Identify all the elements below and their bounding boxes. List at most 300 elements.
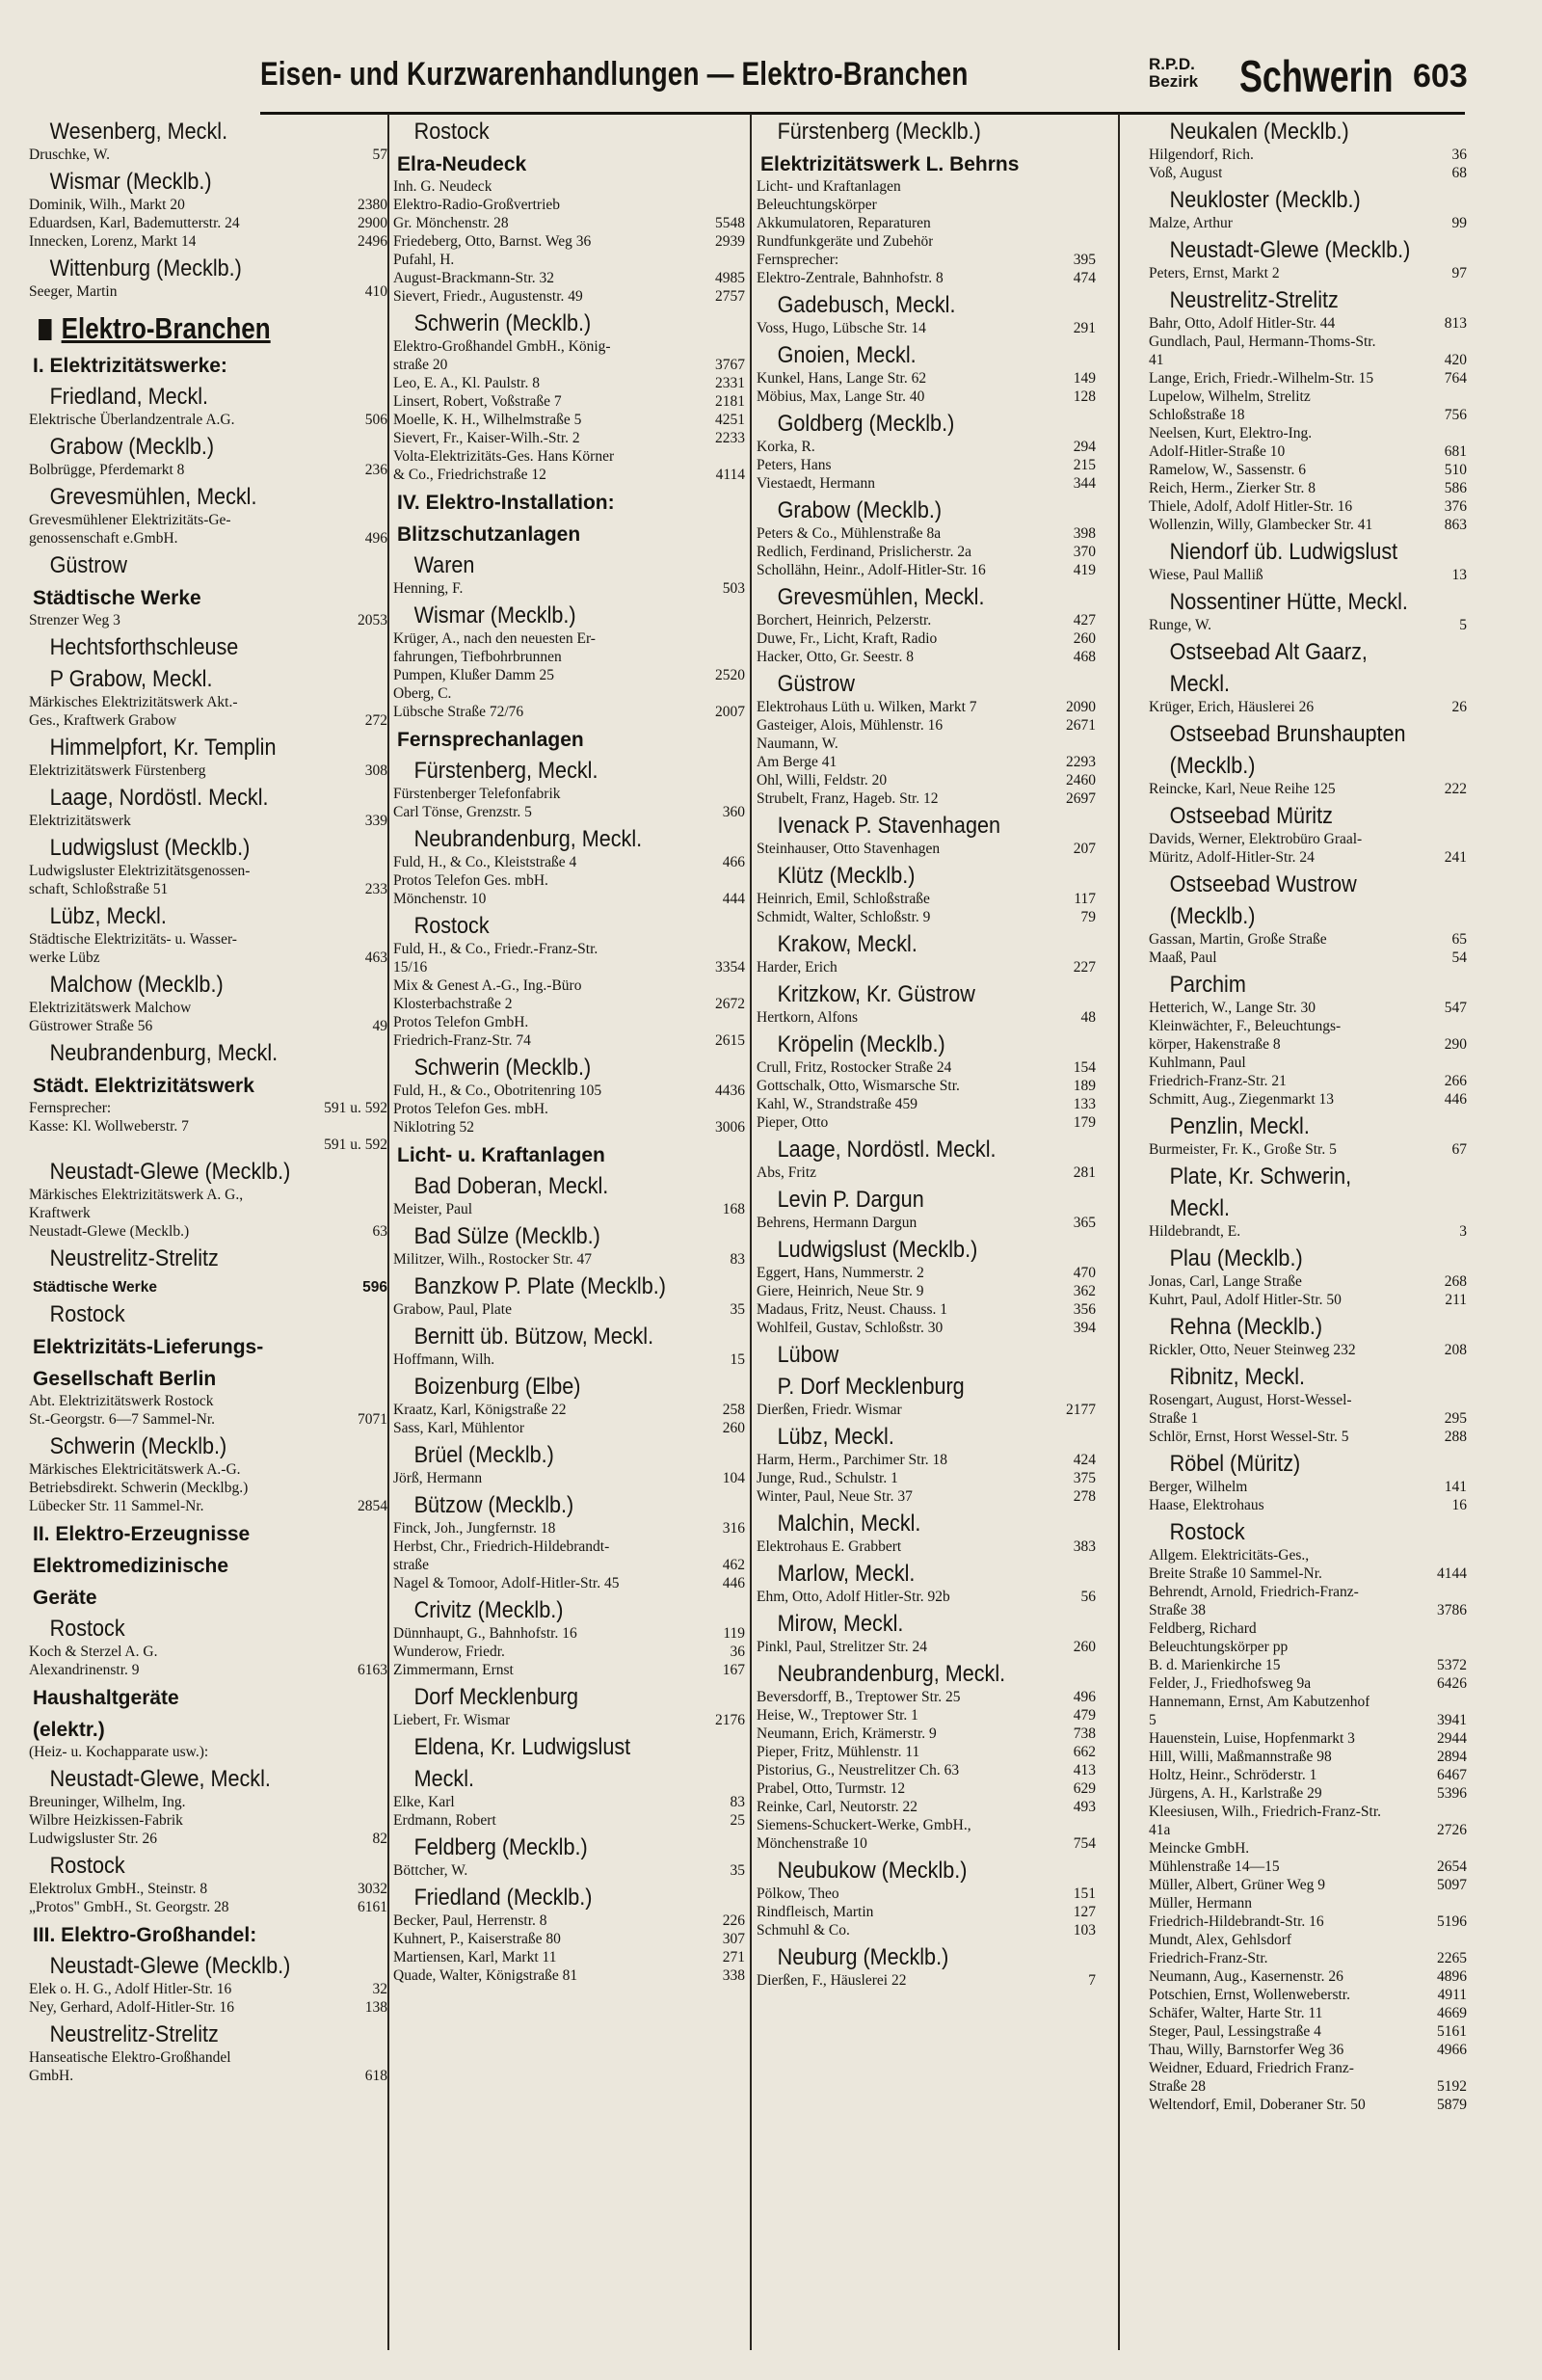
place-heading: Friedland (Mecklb.) xyxy=(413,1885,593,1911)
listing-entry xyxy=(757,1058,1096,1077)
listing-entry xyxy=(1149,930,1467,949)
entry-name: Martiensen, Karl, Markt 11 xyxy=(393,1949,557,1966)
section-heading: Elra-Neudeck xyxy=(397,153,527,175)
place-heading: Gnoien, Meckl. xyxy=(777,342,917,368)
entry-name: 15/16 xyxy=(393,959,428,976)
place-heading: Grabow (Mecklb.) xyxy=(777,497,943,523)
place-heading: Malchow (Mecklb.) xyxy=(49,972,224,998)
entry-name: Innecken, Lorenz, Markt 14 xyxy=(29,233,197,250)
entry-phone: 470 xyxy=(1073,1265,1096,1281)
entry-phone: 413 xyxy=(1073,1762,1096,1778)
entry-phone: 462 xyxy=(722,1557,745,1573)
entry-name: Straße 38 xyxy=(1149,1602,1206,1618)
listing-entry xyxy=(29,930,387,949)
place-heading: Neubukow (Mecklb.) xyxy=(777,1858,968,1884)
listing-entry xyxy=(1149,1272,1467,1291)
entry-name: Fernsprecher: xyxy=(757,252,839,268)
entry-phone: 2939 xyxy=(715,233,745,250)
entry-phone: 15 xyxy=(730,1351,745,1368)
listing-entry xyxy=(393,1200,745,1218)
entry-phone: 496 xyxy=(1073,1689,1096,1705)
entry-phone: 65 xyxy=(1451,931,1467,948)
entry-name: Licht- und Kraftanlagen xyxy=(757,178,901,195)
entry-name: Böttcher, W. xyxy=(393,1862,468,1879)
entry-name: Nagel & Tomoor, Adolf-Hitler-Str. 45 xyxy=(393,1575,620,1591)
listing-entry xyxy=(1149,1858,1467,1876)
listing-entry xyxy=(1149,479,1467,497)
listing-entry xyxy=(29,2067,387,2085)
entry-name: GmbH. xyxy=(29,2068,74,2084)
entry-name: Hilgendorf, Rich. xyxy=(1149,147,1254,163)
entry-phone: 103 xyxy=(1073,1922,1096,1939)
entry-name: Berger, Wilhelm xyxy=(1149,1479,1248,1495)
listing-entry xyxy=(393,196,745,214)
entry-phone: 57 xyxy=(372,147,387,163)
entry-phone: 7 xyxy=(1088,1972,1096,1989)
entry-phone: 496 xyxy=(364,530,387,547)
entry-name: Runge, W. xyxy=(1149,617,1212,633)
entry-phone: 3354 xyxy=(715,959,745,976)
place-heading: Laage, Nordöstl. Meckl. xyxy=(49,785,269,811)
entry-name: Kraatz, Karl, Königstraße 22 xyxy=(393,1402,567,1418)
entry-phone: 167 xyxy=(722,1662,745,1678)
listing-entry xyxy=(1149,1674,1467,1693)
entry-phone: 222 xyxy=(1444,781,1467,797)
listing-entry xyxy=(29,949,387,967)
listing-entry xyxy=(393,1013,745,1031)
listing-entry xyxy=(1149,214,1467,232)
listing-entry xyxy=(1149,1619,1467,1638)
entry-name: Lübecker Str. 11 Sammel-Nr. xyxy=(29,1498,204,1514)
listing-entry xyxy=(393,1930,745,1948)
listing-entry xyxy=(757,1706,1096,1725)
entry-phone: 149 xyxy=(1073,370,1096,387)
entry-name: Jörß, Hermann xyxy=(393,1470,483,1486)
entry-name: B. d. Marienkirche 15 xyxy=(1149,1657,1281,1673)
entry-name: Fürstenberger Telefonfabrik xyxy=(393,786,561,802)
place-heading: Schwerin (Mecklb.) xyxy=(413,310,592,336)
entry-phone: 662 xyxy=(1073,1744,1096,1760)
entry-name: Militzer, Wilh., Rostocker Str. 47 xyxy=(393,1251,592,1268)
listing-entry xyxy=(29,999,387,1017)
section-heading: I. Elektrizitätswerke: xyxy=(33,355,227,377)
entry-name: Hildebrandt, E. xyxy=(1149,1223,1241,1240)
entry-phone: 2380 xyxy=(358,197,387,213)
entry-phone: 2496 xyxy=(358,233,387,250)
listing-entry xyxy=(393,853,745,871)
place-heading: P Grabow, Meckl. xyxy=(49,666,213,692)
entry-phone: 424 xyxy=(1073,1452,1096,1468)
entry-phone: 586 xyxy=(1444,480,1467,496)
entry-phone: 398 xyxy=(1073,525,1096,542)
entry-name: Wohlfeil, Gustav, Schloßstr. 30 xyxy=(757,1320,944,1336)
listing-entry xyxy=(757,1214,1096,1232)
entry-name: Malze, Arthur xyxy=(1149,215,1233,231)
listing-entry xyxy=(393,890,745,908)
section-heading: Geräte xyxy=(33,1587,97,1609)
entry-phone: 2177 xyxy=(1066,1402,1096,1418)
entry-phone: 468 xyxy=(1073,649,1096,665)
entry-phone: 288 xyxy=(1444,1429,1467,1445)
listing-entry xyxy=(1149,1391,1467,1409)
entry-phone: 278 xyxy=(1073,1488,1096,1505)
entry-name: Beleuchtungskörper xyxy=(757,197,877,213)
entry-name: Reinke, Carl, Neutorstr. 22 xyxy=(757,1799,918,1815)
entry-phone: 395 xyxy=(1073,252,1096,268)
place-heading: Malchin, Meckl. xyxy=(777,1511,921,1537)
listing-entry xyxy=(1149,2022,1467,2041)
listing-entry xyxy=(1149,497,1467,516)
listing-entry xyxy=(393,1469,745,1487)
section-heading: Städt. Elektrizitätswerk xyxy=(33,1075,254,1097)
listing-entry xyxy=(757,789,1096,808)
place-heading: Wismar (Mecklb.) xyxy=(413,602,576,628)
entry-name: Haase, Elektrohaus xyxy=(1149,1497,1264,1513)
column-rule xyxy=(750,114,752,2350)
listing-entry xyxy=(1149,1839,1467,1858)
entry-name: & Co., Friedrichstraße 12 xyxy=(393,467,546,483)
entry-name: Möbius, Max, Lange Str. 40 xyxy=(757,388,925,405)
listing-entry xyxy=(757,524,1096,543)
entry-name: Davids, Werner, Elektrobüro Graal- xyxy=(1149,831,1363,847)
listing-entry xyxy=(393,1661,745,1679)
entry-phone: 36 xyxy=(1451,147,1467,163)
listing-entry xyxy=(393,429,745,447)
listing-entry xyxy=(393,251,745,269)
entry-name: Schmidt, Walter, Schloßstr. 9 xyxy=(757,909,931,925)
entry-phone: 133 xyxy=(1073,1096,1096,1112)
entry-phone: 466 xyxy=(722,854,745,870)
listing-entry xyxy=(1149,1090,1467,1109)
entry-name: Crull, Fritz, Rostocker Straße 24 xyxy=(757,1059,952,1076)
place-heading: Bützow (Mecklb.) xyxy=(413,1492,574,1518)
place-heading: Plau (Mecklb.) xyxy=(1169,1245,1303,1271)
listing-entry xyxy=(1149,2059,1467,2077)
listing-entry xyxy=(757,753,1096,771)
entry-name: Inh. G. Neudeck xyxy=(393,178,492,195)
entry-phone: 316 xyxy=(722,1520,745,1537)
entry-name: Reich, Herm., Zierker Str. 8 xyxy=(1149,480,1316,496)
entry-phone: 338 xyxy=(722,1967,745,1984)
entry-phone: 5161 xyxy=(1437,2023,1467,2040)
place-heading: Bad Doberan, Meckl. xyxy=(413,1173,609,1199)
place-heading: Ostseebad Müritz xyxy=(1169,803,1333,829)
entry-name: Elke, Karl xyxy=(393,1794,455,1810)
entry-name: Friedeberg, Otto, Barnst. Weg 36 xyxy=(393,233,592,250)
place-heading: Schwerin (Mecklb.) xyxy=(49,1433,227,1459)
entry-name: Reincke, Karl, Neue Reihe 125 xyxy=(1149,781,1336,797)
listing-entry xyxy=(1149,164,1467,182)
entry-phone: 128 xyxy=(1073,388,1096,405)
listing-entry xyxy=(29,1497,387,1515)
entry-name: körper, Hakenstraße 8 xyxy=(1149,1036,1281,1053)
entry-phone: 7071 xyxy=(358,1411,387,1428)
entry-phone: 4251 xyxy=(715,412,745,428)
entry-name: Eggert, Hans, Nummerstr. 2 xyxy=(757,1265,924,1281)
place-heading: Niendorf üb. Ludwigslust xyxy=(1169,539,1398,565)
entry-phone: 83 xyxy=(730,1794,745,1810)
entry-name: Gr. Mönchenstr. 28 xyxy=(393,215,509,231)
place-heading: Dorf Mecklenburg xyxy=(413,1684,579,1710)
entry-name: Müritz, Adolf-Hitler-Str. 24 xyxy=(1149,849,1315,866)
entry-name: Koch & Sterzel A. G. xyxy=(29,1644,158,1660)
entry-phone: 5372 xyxy=(1437,1657,1467,1673)
entry-phone: 82 xyxy=(372,1831,387,1847)
entry-phone: 104 xyxy=(722,1470,745,1486)
entry-name: Prabel, Otto, Turmstr. 12 xyxy=(757,1780,906,1797)
section-heading: Blitzschutzanlagen xyxy=(397,523,581,546)
entry-name: Abs, Fritz xyxy=(757,1164,816,1181)
place-heading: Kröpelin (Mecklb.) xyxy=(777,1031,945,1057)
entry-name: Mühlenstraße 14—15 xyxy=(1149,1859,1280,1875)
entry-name: Sievert, Fr., Kaiser-Wilh.-Str. 2 xyxy=(393,430,580,446)
listing-entry xyxy=(393,1082,745,1100)
entry-name: Korka, R. xyxy=(757,439,815,455)
entry-name: Mönchenstraße 10 xyxy=(757,1835,867,1852)
listing-entry xyxy=(393,1300,745,1319)
place-heading: Friedland, Meckl. xyxy=(49,384,209,410)
listing-entry xyxy=(29,693,387,711)
entry-name: Sievert, Friedr., Augustenstr. 49 xyxy=(393,288,583,305)
listing-entry xyxy=(757,543,1096,561)
entry-name: Burmeister, Fr. K., Große Str. 5 xyxy=(1149,1141,1337,1158)
entry-phone: 13 xyxy=(1451,567,1467,583)
entry-name: Moelle, K. H., Wilhelmstraße 5 xyxy=(393,412,582,428)
entry-name: Meincke GmbH. xyxy=(1149,1840,1250,1857)
listing-entry xyxy=(1149,1693,1467,1711)
entry-name: Protos Telefon GmbH. xyxy=(393,1014,529,1030)
listing-entry xyxy=(29,1880,387,1898)
entry-phone: 2757 xyxy=(715,288,745,305)
listing-entry xyxy=(1149,1876,1467,1894)
entry-name: Harder, Erich xyxy=(757,959,837,976)
place-heading: Meckl. xyxy=(1169,671,1231,697)
listing-entry xyxy=(1149,2004,1467,2022)
entry-name: Kleinwächter, F., Beleuchtungs- xyxy=(1149,1018,1342,1034)
entry-name: Elektrizitätswerk Malchow xyxy=(29,1000,192,1016)
listing-entry xyxy=(1149,566,1467,584)
entry-name: Kasse: Kl. Wollweberstr. 7 xyxy=(29,1118,189,1135)
entry-name: genossenschaft e.GmbH. xyxy=(29,530,178,547)
entry-name: Ludwigsluster Str. 26 xyxy=(29,1831,158,1847)
entry-name: straße 20 xyxy=(393,357,448,373)
entry-name: Schäfer, Walter, Harte Str. 11 xyxy=(1149,2005,1323,2021)
listing-entry xyxy=(757,1264,1096,1282)
listing-entry xyxy=(393,958,745,976)
entry-phone: 35 xyxy=(730,1862,745,1879)
place-heading: Grevesmühlen, Meckl. xyxy=(777,584,985,610)
section-heading: Elektrizitätswerk L. Behrns xyxy=(760,153,1020,175)
listing-entry xyxy=(393,447,745,466)
entry-phone: 383 xyxy=(1073,1538,1096,1555)
entry-phone: 117 xyxy=(1074,891,1096,907)
place-heading: Bernitt üb. Bützow, Meckl. xyxy=(413,1324,654,1350)
place-heading: Marlow, Meckl. xyxy=(777,1561,916,1587)
entry-name: Finck, Joh., Jungfernstr. 18 xyxy=(393,1520,556,1537)
entry-name: Ehm, Otto, Adolf Hitler-Str. 92b xyxy=(757,1589,950,1605)
entry-name: Harm, Herm., Parchimer Str. 18 xyxy=(757,1452,948,1468)
entry-name: Thiele, Adolf, Adolf Hitler-Str. 16 xyxy=(1149,498,1353,515)
listing-entry xyxy=(1149,949,1467,967)
entry-name: Ramelow, W., Sassenstr. 6 xyxy=(1149,462,1307,478)
place-heading: Meckl. xyxy=(413,1766,475,1792)
place-heading: Ivenack P. Stavenhagen xyxy=(777,813,1000,839)
entry-name: Maaß, Paul xyxy=(1149,949,1217,966)
entry-name: Protos Telefon Ges. mbH. xyxy=(393,1101,548,1117)
listing-entry xyxy=(757,196,1096,214)
entry-name: „Protos" GmbH., St. Georgstr. 28 xyxy=(29,1899,229,1915)
entry-name: Eduardsen, Karl, Bademutterstr. 24 xyxy=(29,215,240,231)
listing-entry xyxy=(1149,424,1467,442)
entry-phone: 479 xyxy=(1073,1707,1096,1724)
entry-phone: 3006 xyxy=(715,1119,745,1136)
listing-entry xyxy=(757,908,1096,926)
listing-entry xyxy=(757,1469,1096,1487)
listing-entry xyxy=(1149,314,1467,333)
entry-phone: 365 xyxy=(1073,1215,1096,1231)
entry-name: Herbst, Chr., Friedrich-Hildebrandt- xyxy=(393,1538,610,1555)
place-heading: Eldena, Kr. Ludwigslust xyxy=(413,1734,631,1760)
entry-name: Quade, Walter, Königstraße 81 xyxy=(393,1967,578,1984)
listing-entry xyxy=(393,1519,745,1538)
entry-name: Friedrich-Franz-Str. 21 xyxy=(1149,1073,1287,1089)
listing-entry xyxy=(393,177,745,196)
listing-entry xyxy=(1149,1054,1467,1072)
listing-entry xyxy=(29,1743,387,1761)
entry-name: Hauenstein, Luise, Hopfenmarkt 3 xyxy=(1149,1730,1355,1747)
listing-entry xyxy=(757,319,1096,337)
entry-name: Winter, Paul, Neue Str. 37 xyxy=(757,1488,913,1505)
entry-name: Holtz, Heinr., Schröderstr. 1 xyxy=(1149,1767,1317,1783)
entry-name: Steger, Paul, Lessingstraße 4 xyxy=(1149,2023,1321,2040)
entry-name: Elektro-Zentrale, Bahnhofstr. 8 xyxy=(757,270,944,286)
rpd-label xyxy=(1149,56,1198,91)
entry-phone: 376 xyxy=(1444,498,1467,515)
entry-name: Gassan, Martin, Große Straße xyxy=(1149,931,1327,948)
listing-entry xyxy=(757,1300,1096,1319)
entry-phone: 2181 xyxy=(715,393,745,410)
place-heading: Feldberg (Mecklb.) xyxy=(413,1834,588,1860)
listing-entry xyxy=(1149,1601,1467,1619)
place-heading: Neubrandenburg, Meckl. xyxy=(413,826,643,852)
listing-entry xyxy=(1149,1222,1467,1241)
listing-entry xyxy=(29,2048,387,2067)
entry-name: Kuhnert, P., Kaiserstraße 80 xyxy=(393,1931,561,1947)
place-heading: Crivitz (Mecklb.) xyxy=(413,1597,564,1623)
entry-phone: 294 xyxy=(1073,439,1096,455)
entry-name: Friedrich-Hildebrandt-Str. 16 xyxy=(1149,1913,1324,1930)
listing-entry xyxy=(393,232,745,251)
listing-entry xyxy=(757,771,1096,789)
entry-name: Neumann, Aug., Kasernenstr. 26 xyxy=(1149,1968,1343,1985)
entry-name: Potschien, Ernst, Wollenweberstr. xyxy=(1149,1987,1350,2003)
entry-name: Ludwigsluster Elektrizitätsgenossen- xyxy=(29,863,251,879)
entry-name: Dierßen, Friedr. Wismar xyxy=(757,1402,902,1418)
listing-entry xyxy=(29,1661,387,1679)
entry-name: Kuhrt, Paul, Adolf Hitler-Str. 50 xyxy=(1149,1292,1342,1308)
entry-name: Kuhlmann, Paul xyxy=(1149,1055,1246,1071)
listing-entry xyxy=(1149,848,1467,867)
entry-phone: 444 xyxy=(722,891,745,907)
entry-phone: 97 xyxy=(1451,265,1467,281)
listing-entry xyxy=(757,1903,1096,1921)
listing-entry xyxy=(1149,698,1467,716)
entry-phone: 2672 xyxy=(715,996,745,1012)
listing-entry xyxy=(393,976,745,995)
entry-name: Borchert, Heinrich, Pelzerstr. xyxy=(757,612,932,628)
entry-name: Bolbrügge, Pferdemarkt 8 xyxy=(29,462,185,478)
column-2 xyxy=(393,114,745,2340)
section-heading: (elektr.) xyxy=(33,1719,105,1741)
entry-name: Elektrische Überlandzentrale A.G. xyxy=(29,412,235,428)
entry-name: Ges., Kraftwerk Grabow xyxy=(29,712,177,729)
entry-phone: 151 xyxy=(1073,1885,1096,1902)
listing-entry xyxy=(393,871,745,890)
entry-name: Hannemann, Ernst, Am Kabutzenhof xyxy=(1149,1694,1370,1710)
listing-entry xyxy=(393,411,745,429)
place-heading: Hechtsforthschleuse xyxy=(49,634,239,660)
entry-name: 41a xyxy=(1149,1822,1171,1838)
entry-name: Oberg, C. xyxy=(393,685,452,702)
place-heading: Klütz (Mecklb.) xyxy=(777,863,916,889)
listing-entry xyxy=(757,1779,1096,1798)
listing-entry xyxy=(393,684,745,703)
entry-name: Müller, Hermann xyxy=(1149,1895,1252,1912)
listing-entry xyxy=(1149,1035,1467,1054)
entry-name: Adolf-Hitler-Straße 10 xyxy=(1149,443,1286,460)
listing-entry xyxy=(29,1643,387,1661)
listing-entry xyxy=(757,251,1096,269)
entry-name: Straße 1 xyxy=(1149,1410,1199,1427)
entry-phone: 207 xyxy=(1073,841,1096,857)
entry-phone: 226 xyxy=(722,1912,745,1929)
entry-phone: 3 xyxy=(1459,1223,1467,1240)
listing-entry xyxy=(757,1319,1096,1337)
place-heading: Lübz, Meckl. xyxy=(777,1424,894,1450)
entry-phone: 5396 xyxy=(1437,1785,1467,1802)
place-heading: Brüel (Mecklb.) xyxy=(413,1442,554,1468)
entry-phone: 35 xyxy=(730,1301,745,1318)
entry-name: Elektrizitätswerk Fürstenberg xyxy=(29,762,206,779)
listing-entry xyxy=(1149,830,1467,848)
listing-entry xyxy=(757,1588,1096,1606)
place-heading: Rostock xyxy=(413,119,490,145)
entry-phone: 474 xyxy=(1073,270,1096,286)
entry-name: Lange, Erich, Friedr.-Wilhelm-Str. 15 xyxy=(1149,370,1374,387)
entry-phone: 291 xyxy=(1073,320,1096,336)
place-heading: Meckl. xyxy=(1169,1195,1231,1221)
section-heading: III. Elektro-Großhandel: xyxy=(33,1924,257,1946)
entry-name: Elektrohaus E. Grabbert xyxy=(757,1538,902,1555)
page-header xyxy=(260,50,1468,115)
listing-entry xyxy=(393,1912,745,1930)
entry-name: Feldberg, Richard xyxy=(1149,1620,1257,1637)
listing-entry xyxy=(29,146,387,164)
listing-entry xyxy=(1149,1766,1467,1784)
entry-name: Gottschalk, Otto, Wismarsche Str. xyxy=(757,1078,960,1094)
listing-entry xyxy=(393,1966,745,1985)
place-heading: Laage, Nordöstl. Meckl. xyxy=(777,1137,997,1163)
entry-phone: 370 xyxy=(1073,544,1096,560)
entry-name: Seeger, Martin xyxy=(29,283,118,300)
entry-phone: 510 xyxy=(1444,462,1467,478)
entry-phone: 227 xyxy=(1073,959,1096,976)
entry-phone: 2520 xyxy=(715,667,745,683)
place-heading: P. Dorf Mecklenburg xyxy=(777,1374,965,1400)
entry-phone: 6161 xyxy=(358,1899,387,1915)
entry-name: Meister, Paul xyxy=(393,1201,473,1217)
entry-phone: 281 xyxy=(1073,1164,1096,1181)
